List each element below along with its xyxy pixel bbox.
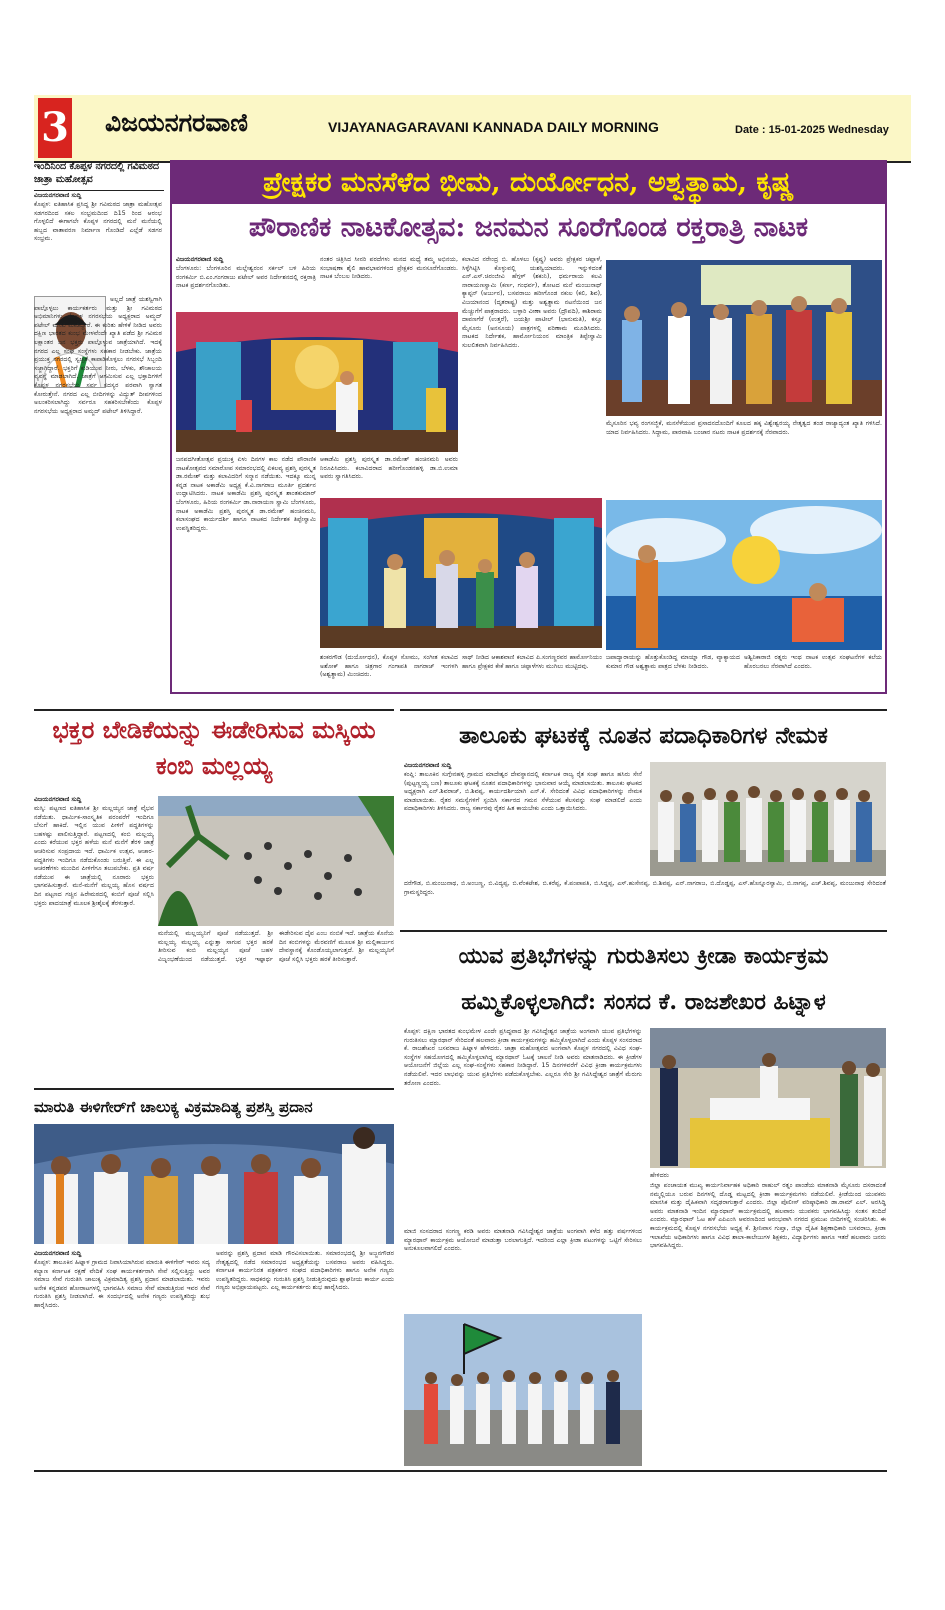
sports-story-body3: ಜಿಲ್ಲಾ ಪಂಚಾಯತ ಮುಖ್ಯ ಕಾರ್ಯನಿರ್ವಾಹಕ ಅಧಿಕಾರಿ ರಾಹುಲ್ ರತ್ನಂ ಪಾಂಡೆಯ ಮಾತನಾಡಿ ಮೈಸೂರು ದಸರಾದಂತೆ ನಮ್ಮಲ್ಲಿಯೂ ಬರುವ ದಿನಗಳಲ್ಲಿ ದೊಡ್ಡ ಮಟ್ಟದಲ್ಲಿ ಕ್ರೀಡಾ ಕಾರ್ಯಕ್ರಮಗಳು ನಡೆಯಲಿವೆ. ಕ್ರೀಡೆಯಿಂದ ಯುವಕರು ಮಾನಸಿಕ ಮತ್ತು ದೈಹಿಕವಾಗಿ ಸದೃಢರಾಗುತ್ತಾರೆ ಎಂದರು. ಜಿಲ್ಲಾ ಪೊಲೀಸ್ ವರಿಷ್ಠಾಧಿಕಾರಿ ಡಾ.ರಾಮ್ ಎಲ್. ಅರಸಿದ್ಧಿ ಅವರು ಮಾತನಾಡಿ ಇಂದಿನ ಮ್ಯಾರಥಾನ್ ಕಾರ್ಯಕ್ರಮದಲ್ಲಿ ಹಲವಾರು ಯುವಕರು ಭಾಗವಹಿಸಿದ್ದು ಸಂತಸ ತಂದಿದೆ ಎಂದರು. ಮ್ಯಾರಥಾನ್ ಓಟ ಹಳೆ ಎಪಿಎಂಸಿ ಆವರಣದಿಂದ ಆರಂಭವಾಗಿ ನಗರದ ಪ್ರಮುಖ ಬೀದಿಗಳಲ್ಲಿ ಸಂಚರಿಸಿತು. ಈ ಕಾರ್ಯಕ್ರಮದಲ್ಲಿ ಕೊಪ್ಪಳ ನಗರಸಭೆಯ ಅಧ್ಯಕ್ಷ ಕೆ. ಶ್ರೀನಿವಾಸ ಗುಪ್ತಾ, ಜಿಲ್ಲಾ ದೈಹಿಕ ಶಿಕ್ಷಣಾಧಿಕಾರಿ ಬಸವರಾಜ, ಕ್ರೀಡಾ ಇಲಾಖೆಯ ಅಧಿಕಾರಿಗಳು ಹಾಗೂ ವಿವಿಧ ಶಾಲಾ-ಕಾಲೇಜುಗಳ ಶಿಕ್ಷಕರು, ವಿದ್ಯಾರ್ಥಿಗಳು ಹಾಗೂ ಇತರೆ ಹಲವಾರು ಜನರು ಭಾಗವಹಿಸಿದ್ದರು. <box>650 1182 886 1250</box>
marathon-photo <box>404 1314 642 1466</box>
bhakta-story-body: ಮಸ್ಕಿ: ಪಟ್ಟಣದ ಐತಿಹಾಸಿಕ ಶ್ರೀ ಮಲ್ಲಯ್ಯನ ಜಾತ್ರೆ ವೈಭವ ನಡೆಯಿತು. ಧಾರ್ಮಿಕ-ಸಾಂಸ್ಕೃತಿಕ ಪರಂಪರೆಗೆ ಇಂದಿಗೂ ಬೆಸುಗೆ ಹಾಕಿದೆ. ಇಲ್ಲಿನ ಯುವ ಪೀಳಿಗೆ ಪದ್ಧತಿಗಳನ್ನು ಬಹಳಷ್ಟು ಪಾಲಿಸುತ್ತಿದ್ದಾರೆ. ಪಟ್ಟಣದಲ್ಲಿ ಕಂಬಿ ಮಲ್ಲಯ್ಯ ಎಂದು ಕರೆಯುವ ಭಕ್ತರ ಹಳೆಯ ಮನೆ ಮನೆಗೆ ತೆರಳಿ ಜಾತ್ರೆ ಆಚರಿಸುವ ಸಂಪ್ರದಾಯ ಇದೆ. ಧಾರ್ಮಿಕ ಉತ್ಸವ, ಆಚಾರ-ಪದ್ಧತಿಗಳು ಇಂದಿಗೂ ನಡೆದುಕೊಂಡು ಬರುತ್ತಿವೆ. ಈ ಎಲ್ಲ ಆಚರಣೆಗಳು ಮುಂದಿನ ಪೀಳಿಗೆಗೂ ತಲುಪಬೇಕು. ಪ್ರತಿ ವರ್ಷ ನಡೆಯುವ ಈ ಜಾತ್ರೆಯಲ್ಲಿ ನೂರಾರು ಭಕ್ತರು ಭಾಗವಹಿಸುತ್ತಾರೆ. ಮನೆ-ಮನೆಗೆ ಮಲ್ಲಯ್ಯ ಹೊಸ ವರ್ಷದ ದಿನ ಪಟ್ಟಣದ ಗಚ್ಚಿನ ಹಿರೇಮಠದಲ್ಲಿ ಕಂಬಿಗೆ ಪೂಜೆ ಸಲ್ಲಿಸಿ ಭಕ್ತರು ಪಾದಯಾತ್ರೆ ಮೂಲಕ ಶ್ರೀಶೈಲಕ್ಕೆ ತೆರಳುತ್ತಾರೆ. <box>34 805 154 907</box>
sports-story-body2: ಮಾಜಿ ಸಂಸದರಾದ ಸಂಗಣ್ಣ ಕರಡಿ ಅವರು ಮಾತನಾಡಿ ಗವಿಸಿದ್ದೇಶ್ವರ ಜಾತ್ರೆಯ ಅಂಗವಾಗಿ ಕಳೆದ ಹತ್ತು ವರ್ಷಗಳಿಂದ ಮ್ಯಾರಥಾನ್ ಕಾರ್ಯಕ್ರಮ ಆಯೋಜನೆ ಮಾಡುತ್ತಾ ಬರಲಾಗುತ್ತಿದೆ. ಇದರಿಂದ ಎಲ್ಲಾ ಕ್ರೀಡಾ ಪಟುಗಳನ್ನು ಒಟ್ಟಿಗೆ ಸೇರಿಸಲು ಅನುಕೂಲವಾಗಲಿದೆ ಎಂದರು. <box>404 1228 642 1253</box>
sports-story-headline-2: ಹಮ್ಮಿಕೊಳ್ಳಲಾಗಿದೆ: ಸಂಸದ ಕೆ. ರಾಜಶೇಖರ ಹಿಟ್ನಾಳ <box>461 989 826 1015</box>
felicitation-photo <box>606 260 882 416</box>
paper-name-english: VIJAYANAGARAVANI KANNADA DAILY MORNING <box>328 119 659 135</box>
taluk-story-headline: ತಾಲೂಕು ಘಟಕಕ್ಕೆ ನೂತನ ಪದಾಧಿಕಾರಿಗಳ ನೇಮಕ <box>459 722 828 749</box>
award-scene <box>34 1124 394 1244</box>
taluk-group-photo <box>650 762 886 876</box>
taluk-story-credit: ವಿಜಯನಗರವಾಣಿ ಸುದ್ದಿ <box>404 762 452 769</box>
section-rule-2 <box>400 709 887 711</box>
maruthi-story-body2: ಅವರನ್ನು ಪ್ರಶಸ್ತಿ ಪ್ರದಾನ ಮಾಡಿ ಗೌರವಿಸಲಾಯಿತು. ಸಮಾರಂಭದಲ್ಲಿ ಶ್ರೀ ಅಜ್ಜನಗೌಡರ ನೇತೃತ್ವದಲ್ಲಿ ನಡೆದ ಸಮಾರಂಭದ ಅಧ್ಯಕ್ಷತೆಯನ್ನು ಬಸವರಾಜ ಅವರು ವಹಿಸಿದ್ದರು. ಕರ್ನಾಟಕ ಕಾರ್ಯನಿರತ ಪತ್ರಕರ್ತರ ಸಂಘದ ಪದಾಧಿಕಾರಿಗಳು ಹಾಗೂ ಅನೇಕ ಗಣ್ಯರು ಉಪಸ್ಥಿತರಿದ್ದರು. ಸಾಧಕರನ್ನು ಗುರುತಿಸಿ ಪ್ರಶಸ್ತಿ ನೀಡುತ್ತಿರುವುದು ಶ್ಲಾಘನೀಯ ಕಾರ್ಯ ಎಂದು ಗಣ್ಯರು ಅಭಿಪ್ರಾಯಪಟ್ಟರು. ಎಲ್ಲ ಕಾರ್ಯಕರ್ತರು ಶುಭ ಹಾರೈಸಿದರು. <box>216 1250 394 1292</box>
stage-scene-1 <box>176 312 458 452</box>
top-story-col4: ಜನಪದಗೀತೋತ್ಸವ ಪ್ರಯುಕ್ತ ಏಳು ದಿನಗಳ ಕಾಲ ನಡೆದ ಪೌರಾಣಿಕ ನಾಟಕೋತ್ಸವದ ಸಮಾರೋಪ ಸಮಾರಂಭದಲ್ಲಿ ಏಕಲವ್ಯ ಪ್ರಶಸ್ತಿ ಪುರಸ್ಕೃತ ಡಾ.ರಮೇಶ್ ಮತ್ತು ಕಲಾವಿದರಿಗೆ ಸನ್ಮಾನ ನಡೆಯಿತು. ಇದಕ್ಕೂ ಮುನ್ನ ಕನ್ನಡ ನಾಟಕ ಅಕಾಡೆಮಿ ಅಧ್ಯಕ್ಷ ಕೆ.ವಿ.ನಾಗರಾಜ ಮೂರ್ತಿ ಪ್ರದರ್ಶನ ಉದ್ಘಾಟಿಸಿದರು. ನಾಟಕ ಅಕಾಡೆಮಿ ಪ್ರಶಸ್ತಿ ಪುರಸ್ಕೃತ ಶಾಂತಕುಮಾರ್ ಬೆಂಗಳೂರು, ಹಿರಿಯ ರಂಗಕರ್ಮಿ ಡಾ.ನಾರಾಯಣ ಸ್ವಾಮಿ ಬೆಂಗಳೂರು, ನಾಟಕ ಅಕಾಡೆಮಿ ಪ್ರಶಸ್ತಿ ಪುರಸ್ಕೃತ ಡಾ.ರಮೇಶ್ ಹಂಚಿನಮನಿ, ಕಲಾಸಂಘದ ಕಾರ್ಯದರ್ಶಿ ಹಾಗೂ ನಾಟಕದ ನಿರ್ದೇಶಕ ತಿಪ್ಪೇಸ್ವಾಮಿ ಉಪಸ್ಥಿತರಿದ್ದರು. <box>176 456 316 532</box>
left-story-lead: ಕೊಪ್ಪಳ: ಐತಿಹಾಸಿಕ ಪ್ರಸಿದ್ಧ ಶ್ರೀ ಗವಿಮಠದ ಜಾತ್ರಾ ಮಹೋತ್ಸವ ಸಡಗರದಿಂದ ಸಕಲ ಸಂಭ್ರಮದಿಂದ ದಿ15 ರಿಂದ ಆರಂಭ ಗೊಳ್ಳಲಿದೆ ಈಗಾಗಲೇ ಕೊಪ್ಪಳ ನಗರದಲ್ಲಿ ಮನೆ ಮನೆಯಲ್ಲಿ ಹಬ್ಬದ ವಾತಾವರಣ ನಿರ್ಮಾಣ ಗೊಂಡಿದೆ ಎಲ್ಲೆಡೆ ಸಡಗರ ಸಂಭ್ರಮ. <box>34 201 162 243</box>
page-number: 3 <box>38 98 72 158</box>
top-story-col8: ಸಾಥ್ ನೀಡಿದ ಆಕಾಶವಾಣಿ ಕಲಾವಿದ ಪಿ.ಸಂಗಣ್ಣರವರ ಹಾರ್ಮೋನಿಯಂ ಹಾಗೂ ಪ್ರೇಕ್ಷಕರ ಕೇಕೆ ಹಾಗೂ ಚಪ್ಪಾಳೆಗಳು ಮುಗಿಲು ಮುಟ್ಟಿದವು. <box>462 654 602 670</box>
felicitation-scene <box>606 260 882 416</box>
sports-felicitation-photo <box>650 1028 886 1168</box>
top-story-col6: ಮೈಸೂರಿನ ಭವ್ಯ ರಂಗಸಜ್ಜಿಕೆ, ಮನಸೆಳೆಯುವ ಪ್ರಸಾದನದೊಂದಿಗೆ ಕೂಲದ ಹಕ್ಕ ವಿಶ್ವೇಶ್ವರಯ್ಯ ನೇತೃತ್ವದ ತಂಡ ರಾಜ್ಯಾದ್ಯಂತ ಖ್ಯಾತಿ ಗಳಿಸಿದೆ. ಯಾದ ನಿರ್ವಹಿಸಿದರು. ಸಿದ್ದಾಮ, ಪಾರವಾಹಿ ಬಂಜಾರ ನಟರು ನಾಟಕ ಪ್ರದರ್ಶನಕ್ಕೆ ನೆರವಾದರು. <box>606 420 882 436</box>
award-photo <box>34 1124 394 1244</box>
sports-story-caption: ಹೇಳಿದರು <box>650 1172 669 1179</box>
bhakta-story-headline: ಭಕ್ತರ ಬೇಡಿಕೆಯನ್ನು ಈಡೇರಿಸುವ ಮಸ್ಕಿಯ ಕಂಬಿ ಮಲ್ಲಯ್ಯ <box>52 715 376 780</box>
top-story-col1: ಬೆಂಗಳೂರು: ಬೆಂಗಳೂರಿನ ಮಲ್ಲೇಶ್ವರಂನ ಸರ್ಕಲ್ ಬಳಿ ಹಿರಿಯ ರಂಗಕರ್ಮಿ ಬಿ.ಎಂ.ಗಂಗರಾಜು ಪಟೇಲ್ ಅವರ ನಿರ್ದೇಶನದಲ್ಲಿ ರಕ್ತರಾತ್ರಿ ನಾಟಕ ಪ್ರದರ್ಶನಗೊಂಡಿತು. <box>176 265 316 290</box>
top-story-col3: ಕಲಾವಿದ ನರೇಂದ್ರ ಬಿ. ಹೊಳಲು (ಕೃಷ್ಣ) ಅವರು ಪ್ರೇಕ್ಷಕರ ಚಪ್ಪಾಳೆ, ಸಿಳ್ಳೆಗಿಟ್ಟಿಸಿ ಕೊಳ್ಳುವಲ್ಲಿ ಯಶಸ್ವಿಯಾದರು. ಇನ್ನುಳಿದಂತೆ ಎನ್.ಎಸ್.ಚಿರಂಜೀವಿ ಹೆಗ್ಗಳ್ (ಶಕುನಿ), ಧರ್ಮರಾಯ ಕಲವಿ ನಾರಾಯಣಸ್ವಾಮಿ (ಕರ್ಣ, ಗಂಧರ್ವ), ತೋಟದ ಮನೆ ಮಂಜುನಾಥ್ ಕ್ಯಾಪ್ಟನ್ (ಅರ್ಜುನ), ಬಸವರಾಜು ಹರೀಗೊಂಡ ನಕುಲ (ಕಲಿ, ಶಿವ), ವಿಜಯಾನಂದ (ದೃತರಾಷ್ಟ್ರ) ಮತ್ತು ಅಶ್ವತ್ಥಾಮ ನಟನೆಯಿಂದ ಜನ ಮೆಚ್ಚುಗೆಗೆ ಪಾತ್ರರಾದರು. ಬಳ್ಳಾರಿ ವೀಣಾ ಅವರು (ದ್ರೌಪದಿ), ಕಾಶಿರಾಮ ದಾವಣಗೆರೆ (ಉತ್ತರೆ), ಜಯಶ್ರೀ ಪಾಟೀಲ್ (ಭಾನುಮತಿ), ಕಸ್ತೂ ಮೈಸೂರು (ಅನಸೂಯ) ಪಾತ್ರಗಳಲ್ಲಿ ಪರಿಣಾಮ ಮೂಡಿಸಿದರು. ನಾಟಕದ ನಿರ್ದೇಶಕ, ಹಾರ್ಮೋನಿಯಂನ ಮಾಂತ್ರಿಕ ತಿಪ್ಪೇಸ್ವಾಮಿ ಸುಲಲಿತವಾಗಿ ನಿರ್ವಹಿಸಿದರು. <box>462 256 602 349</box>
sports-story-headline-1: ಯುವ ಪ್ರತಿಭೆಗಳನ್ನು ಗುರುತಿಸಲು ಕ್ರೀಡಾ ಕಾರ್ಯಕ್ರಮ <box>458 943 829 969</box>
maruthi-story-credit: ವಿಜಯನಗರವಾಣಿ ಸುದ್ದಿ <box>34 1250 82 1257</box>
top-story-col7: ಶಂಕರಗೌಡ (ದುರ್ಯೋಧನ), ಕೊಪ್ಪಳ ಸೋಮು, ಸಂಗೀತ ಕಲಾವಿದ ಅಶೋಕ್ ಹಾಗೂ ಚಿತ್ರಗಾರ ಗಂಗಾಪತಿ ನಾಗರಾಜ್ ಇಂಗಳಗಿ (ಅಶ್ವತ್ಥಾಮ) ಮಿಂಚಿದರು. <box>320 654 458 679</box>
stage-scene-3 <box>606 500 882 650</box>
maruthi-story-body: ಕೊಪ್ಪಳ: ತಾಲೂಕಿನ ಹಿಟ್ನಾಳ ಗ್ರಾಮದ ನಿವಾಸಿಯಾಗಿರುವ ಮಾರುತಿ ಈಳಿಗೇರ್ ಇವರು ಸದ್ಯ ಕಲ್ಯಾಣ ಕರ್ನಾಟಕ ರಕ್ಷಣೆ ವೇದಿಕೆ ಸಂಘ ಕಾರ್ಯಕರ್ತರಾಗಿ ಸೇವೆ ಸಲ್ಲಿಸುತ್ತಿದ್ದು ಅವರ ಸಮಾಜ ಸೇವೆ ಗುರುತಿಸಿ ಚಾಲುಕ್ಯ ವಿಕ್ರಮಾದಿತ್ಯ ಪ್ರಶಸ್ತಿ ಪ್ರದಾನ ಮಾಡಲಾಯಿತು. ಇವರು ಅನೇಕ ಕನ್ನಡಪರ ಹೋರಾಟಗಳಲ್ಲಿ ಭಾಗವಹಿಸಿ ಸಮಾಜ ಸೇವೆ ಮಾಡುತ್ತಿರುವ ಇವರ ಸೇವೆ ಗುರುತಿಸಿ ಪ್ರಶಸ್ತಿ ನೀಡಲಾಗಿದೆ. ಈ ಸಂದರ್ಭದಲ್ಲಿ ಅನೇಕ ಗಣ್ಯರು ಉಪಸ್ಥಿತರಿದ್ದು ಶುಭ ಹಾರೈಸಿದರು. <box>34 1259 210 1309</box>
section-rule-4 <box>34 1088 394 1090</box>
paper-date: Date : 15-01-2025 Wednesday <box>735 124 889 136</box>
mallayya-photo <box>158 796 394 926</box>
bhakta-story-credit: ವಿಜಯನಗರವಾಣಿ ಸುದ್ದಿ <box>34 796 82 803</box>
group-scene <box>650 762 886 876</box>
page-bottom-rule <box>34 1470 887 1472</box>
taluk-story-body: ಕಂಪ್ಲಿ: ತಾಲೂಕಿನ ಸುಗ್ಗೇನಹಳ್ಳಿ ಗ್ರಾಮದ ಮಾದೇಶ್ವರ ದೇವಸ್ಥಾನದಲ್ಲಿ ಕರ್ನಾಟಕ ರಾಜ್ಯ ರೈತ ಸಂಘ ಹಾಗೂ ಹಸಿರು ಸೇನೆ (ಪುಟ್ಟಣ್ಣಯ್ಯ ಬಣ) ತಾಲೂಕು ಘಟಕಕ್ಕೆ ನೂತನ ಪದಾಧಿಕಾರಿಗಳನ್ನು ಭಾನುವಾರ ಆಯ್ಕೆ ಮಾಡಲಾಯಿತು. ತಾಲೂಕು ಘಟಕದ ಅಧ್ಯಕ್ಷರಾಗಿ ಎನ್.ಶಿವರಾಜ್, ಬಿ.ಶಿವಪ್ಪ, ಕಾರ್ಯದರ್ಶಿಯಾಗಿ ಎನ್.ಕೆ. ಸೇರಿದಂತೆ ವಿವಿಧ ಪದಾಧಿಕಾರಿಗಳನ್ನು ನೇಮಕ ಮಾಡಲಾಯಿತು. ರೈತರ ಸಮಸ್ಯೆಗಳಿಗೆ ಸ್ಪಂದಿಸಿ ಸರ್ಕಾರದ ಗಮನ ಸೆಳೆಯುವ ಕೆಲಸವನ್ನು ಸಂಘ ಮಾಡಲಿದೆ ಎಂದು ಪದಾಧಿಕಾರಿಗಳು ತಿಳಿಸಿದರು. ರಾಜ್ಯ ಸರ್ಕಾರವು ರೈತರ ಹಿತ ಕಾಯಬೇಕು ಎಂದು ಒತ್ತಾಯಿಸಿದರು. <box>404 771 642 813</box>
top-story-headline-1: ಪ್ರೇಕ್ಷಕರ ಮನಸೆಳೆದ ಭೀಮ, ದುರ್ಯೋಧನ, ಅಶ್ವತ್ಥಾಮ, ಕೃಷ್ಣ <box>172 162 885 204</box>
sports-story-body: ಕೊಪ್ಪಳ: ದಕ್ಷಿಣ ಭಾರತದ ಕುಂಭಮೇಳ ಎಂದೇ ಪ್ರಸಿದ್ಧವಾದ ಶ್ರೀ ಗವಿಸಿದ್ದೇಶ್ವರ ಜಾತ್ರೆಯ ಅಂಗವಾಗಿ ಯುವ ಪ್ರತಿಭೆಗಳನ್ನು ಗುರುತಿಸಲು ಮ್ಯಾರಥಾನ್ ಸೇರಿದಂತೆ ಹಲವಾರು ಕ್ರೀಡಾ ಕಾರ್ಯಕ್ರಮಗಳನ್ನು ಹಮ್ಮಿಕೊಳ್ಳಲಾಗಿದೆ ಎಂದು ಕೊಪ್ಪಳ ಸಂಸದರಾದ ಕೆ. ರಾಜಶೇಖರ ಬಸವರಾಜ ಹಿಟ್ನಾಳ ಹೇಳಿದರು. ಜಾತ್ರಾ ಮಹೋತ್ಸವದ ಅಂಗವಾಗಿ ಕೊಪ್ಪಳ ನಗರದಲ್ಲಿ ವಿವಿಧ ಸಂಘ-ಸಂಸ್ಥೆಗಳ ಸಹಯೋಗದಲ್ಲಿ ಹಮ್ಮಿಕೊಳ್ಳಲಾಗಿದ್ದ ಮ್ಯಾರಥಾನ್ ಓಟಕ್ಕೆ ಚಾಲನೆ ನೀಡಿ ಅವರು ಮಾತನಾಡಿದರು. ಈ ಕ್ರೀಡೆಗಳ ಆಯೋಜನೆಗೆ ಜಿಲ್ಲೆಯ ಎಲ್ಲ ಸಂಘ-ಸಂಸ್ಥೆಗಳು ಸಹಕಾರ ನೀಡಿದ್ದಾರೆ. 15 ದಿನಗಳವರೆಗೆ ವಿವಿಧ ಕ್ರೀಡಾ ಕಾರ್ಯಕ್ರಮಗಳು ನಡೆಯಲಿವೆ. ಇದರ ಲಾಭವನ್ನು ಯುವ ಪ್ರತಿಭೆಗಳು ಪಡೆದುಕೊಳ್ಳಬೇಕು. ಎಲ್ಲರೂ ಸೇರಿ ಶ್ರೀ ಗವಿಸಿದ್ದೇಶ್ವರ ಜಾತ್ರೆಗೆ ಮೆರುಗು ತರೋಣ ಎಂದರು. <box>404 1028 642 1087</box>
top-story-col10: ಅಶ್ವಿನಿಕಾರಾಜಿ ರತ್ನರು ಇಂಥ ನಾಟಕ ಉತ್ಸವ ಸಂಘಟನೆಗಳ ಕಲೆಯ ಹೊರಬರಲು ನೆರವಾಗಿದೆ ಎಂದರು. <box>744 654 882 670</box>
top-story-col9: ಜಪಾದ್ಯಾರಾಯನ್ನು ಹೊತ್ತುಕೊಂಡಿದ್ದ ಮಾಯ್ನಾ ಗೌಡ, ವ್ಯಾಕ್ಯಾಯದ ಕುಮಾರ ಗೌಡ ಅಶ್ವತ್ಥಾಮ ಪಾತ್ರದ ಬೆಳಕು ನೀಡಿದರು. <box>606 654 740 670</box>
maruthi-story-headline: ಮಾರುತಿ ಈಳಿಗೇರ್‌ಗೆ ಚಾಲುಕ್ಯ ವಿಕ್ರಮಾದಿತ್ಯ ಪ್ರಶಸ್ತಿ ಪ್ರದಾನ <box>34 1098 313 1116</box>
left-story-headline: ಇಂದಿನಿಂದ ಕೊಪ್ಪಳ ನಗರದಲ್ಲಿ ಗವಿಮಠದ ಜಾತ್ರಾ ಮಹೋತ್ಸವ <box>34 161 159 185</box>
bhakta-story-body2: ಮನೆಯಲ್ಲಿ ಮಲ್ಲಯ್ಯನಿಗೆ ಪೂಜೆ ನಡೆಯುತ್ತದೆ. ಶ್ರೀ ಮಲ್ಲಯ್ಯ ಮಲ್ಲಯ್ಯ ಎನ್ನುತ್ತಾ ಸಾಗುವ ಭಕ್ತರ ಹರಕೆ ತೀರಿಸುವ ಕಂಬಿ ಮಲ್ಲಯ್ಯನ ಪೂಜೆ ಬಹಳ ವಿಜೃಂಭಣೆಯಿಂದ ನಡೆಯುತ್ತದೆ. ಭಕ್ತರ ಇಷ್ಟಾರ್ಥ ಈಡೇರಿಸುವ ದೈವ ಎಂಬ ನಂಬಿಕೆ ಇದೆ. ಜಾತ್ರೆಯ ಕೊನೆಯ ದಿನ ಕಂಬಿಗಳನ್ನು ಮೆರವಣಿಗೆ ಮೂಲಕ ಶ್ರೀ ಮಲ್ಲಿಕಾರ್ಜುನ ದೇವಸ್ಥಾನಕ್ಕೆ ಕೊಂಡೊಯ್ಯಲಾಗುತ್ತದೆ. ಶ್ರೀ ಮಲ್ಲಯ್ಯನಿಗೆ ಪೂಜೆ ಸಲ್ಲಿಸಿ ಭಕ್ತರು ಹರಕೆ ತೀರಿಸುತ್ತಾರೆ. <box>158 930 394 963</box>
stage-photo-1 <box>176 312 458 452</box>
section-rule-1 <box>34 709 394 711</box>
paper-name-kannada: ವಿಜಯನಗರವಾಣಿ <box>105 108 248 137</box>
top-story-credit: ವಿಜಯನಗರವಾಣಿ ಸುದ್ದಿ <box>176 256 224 263</box>
top-story-col2: ನಂತರ ಚಿತ್ರಿಸಿದ ಸೀನರಿ ಪರದೆಗಳು ಮನದ ಮಧ್ಯೆ ತಮ್ಮ ಅಭಿನಯ, ಸಂಭಾಷಣಾ ಶೈಲಿ ಹಾವಭಾವಗಳಿಂದ ಪ್ರೇಕ್ಷಕರ ಮನಸೂರೆಗೊಂಡರು. ನಾಟಕ ಬೆಂಬಲ ನೀಡಿದರು. <box>320 256 458 281</box>
top-story-col5: ಆಕಾಡೆಮಿ ಪ್ರಶಸ್ತಿ ಪುರಸ್ಕೃತ ಡಾ.ರಮೇಶ್ ಹಂಚಿನಮನಿ ಅವರು ನಿರೂಪಿಸಿದರು. ಕಲಾವಿದರಾದ ಹರೀಗೊಂಡನಹಳ್ಳಿ ಡಾ.ಬಿ.ಉಮಾ ಅವರು ಸ್ವಾಗತಿಸಿದರು. <box>320 456 458 481</box>
stage-scene-2 <box>320 498 602 648</box>
marathon-scene <box>404 1314 642 1466</box>
stage-photo-3 <box>606 500 882 650</box>
crowd-scene <box>158 796 394 926</box>
left-story-credit: ವಿಜಯನಗರವಾಣಿ ಸುದ್ದಿ <box>34 192 82 199</box>
stage-photo-2 <box>320 498 602 648</box>
left-story-body: ಅಲ್ಲದೆ ಜಾತ್ರೆ ಯಶಸ್ವಿಗಾಗಿ ಪಾಲ್ಗೊಳ್ಳಲು ಕಾರ್ಯಕರ್ತರು ಮತ್ತು ಶ್ರೀ ಗವಿಮಠದ ಅಭಿಮಾನಿಗಳು ಕೊಪ್ಪಳ ನಗರಸಭೆಯ ಅಧ್ಯಕ್ಷರಾದ ಅಮ್ಜದ್ ಪಟೇಲ್ ಮನವಿ ಮಾಡಿದ್ದಾರೆ. ಈ ಕುರಿತು ಹೇಳಿಕೆ ನೀಡಿದ ಅವರು ದಕ್ಷಿಣ ಭಾರತದ ಕುಂಭ ಮೇಳವೆಂದೇ ಖ್ಯಾತಿ ಪಡೆದ ಶ್ರೀ ಗವಿಮಠ ಲಕ್ಷಾಂತರ ಜನ ಭಕ್ತರು ಪಾಲ್ಗೊಳ್ಳುವ ಜಾತ್ರೆಯಾಗಿದೆ. ಇದಕ್ಕೆ ನಗರದ ಎಲ್ಲ ಸಂಘ ಸಂಸ್ಥೆಗಳು ಸಹಕಾರ ನೀಡಬೇಕು. ಜಾತ್ರೆಯ ಪ್ರಯುಕ್ತ ನಗರದಲ್ಲಿ ಸ್ವಚ್ಛತೆ ಕಾಪಾಡಿಕೊಳ್ಳಲು ನಗರಸಭೆ ಸಿಬ್ಬಂದಿ ಸಜ್ಜಾಗಿದ್ದಾರೆ. ಭಕ್ತರಿಗೆ ಕುಡಿಯುವ ನೀರು, ಬೆಳಕು, ಶೌಚಾಲಯ ವ್ಯವಸ್ಥೆ ಮಾಡಲಾಗಿದೆ. ಜಾತ್ರೆಗೆ ಆಗಮಿಸುವ ಎಲ್ಲ ಭಕ್ತಾದಿಗಳಿಗೆ ಕೊಪ್ಪಳ ನಗರಸಭೆಯ ಸರ್ವ ಸದಸ್ಯರ ಪರವಾಗಿ ಸ್ವಾಗತ ಕೋರುತ್ತೇನೆ. ನಗರದ ಎಲ್ಲ ಬೀದಿಗಳನ್ನು ವಿದ್ಯುತ್ ದೀಪಗಳಿಂದ ಅಲಂಕರಿಸಲಾಗಿದ್ದು ಸರ್ವರೂ ಸಹಕರಿಸಬೇಕೆಂದು ಕೊಪ್ಪಳ ನಗರಸಭೆಯ ಅಧ್ಯಕ್ಷರಾದ ಅಮ್ಜದ್ ಪಟೇಲ್ ತಿಳಿಸಿದ್ದಾರೆ. <box>34 296 162 415</box>
taluk-story-caption: ದರೆಗೌಡ, ಬಿ.ಮಂಜುನಾಥ, ಬಿ.ಅಂಬಣ್ಣ, ಬಿ.ವಿದ್ಯಪ್ಪ, ಬಿ.ವೆಂಕಟೇಶ, ಬಿ.ಕರೆಪ್ಪ, ಕೆ.ಪಂಪಾಪತಿ, ಬಿ.ಸಿದ್ದಪ್ಪ, ಎಸ್.ಹುಸೇನಪ್ಪ, ಬಿ.ಶಿವಪ್ಪ, ಎನ್.ನಾಗರಾಜ, ಬಿ.ದೊಡ್ಡಪ್ಪ, ಎಸ್.ಹೊನ್ನೂರಸ್ವಾಮಿ, ಬಿ.ನಾಗಪ್ಪ, ಎಚ್.ಶಿವಪ್ಪ, ಮಂಜುನಾಥ ಸೇರಿದಂತೆ ಗ್ರಾಮಸ್ಥರಿದ್ದರು. <box>404 880 886 896</box>
left-story-rule <box>34 190 164 191</box>
section-rule-3 <box>400 930 887 932</box>
top-story-headline-2: ಪೌರಾಣಿಕ ನಾಟಕೋತ್ಸವ: ಜನಮನ ಸೂರೆಗೊಂಡ ರಕ್ತರಾತ್ರಿ ನಾಟಕ <box>172 206 885 250</box>
sports-scene <box>650 1028 886 1168</box>
